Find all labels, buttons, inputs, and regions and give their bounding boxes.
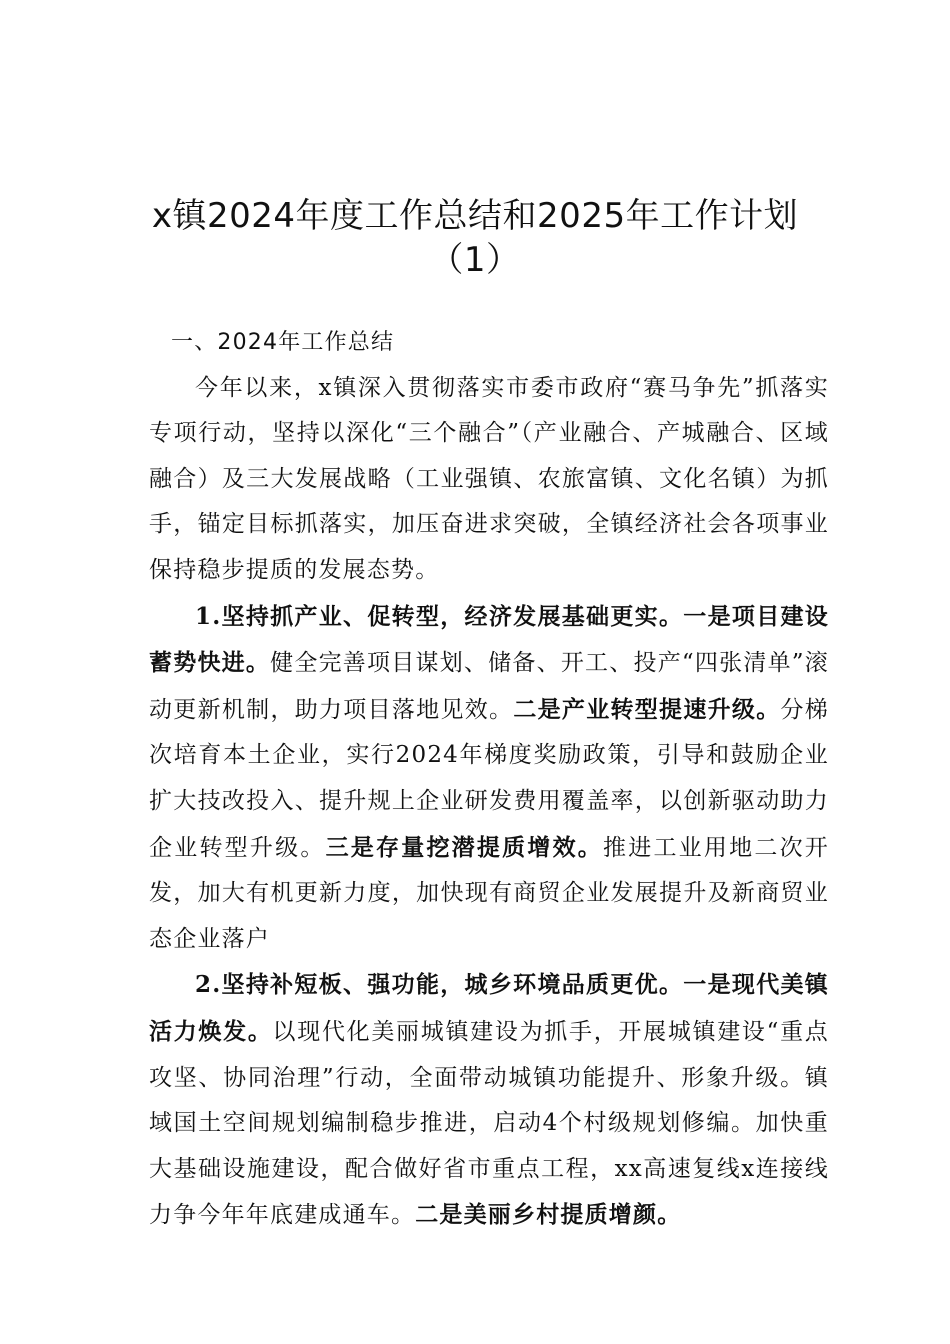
section-heading: 一、2024年工作总结: [171, 330, 395, 355]
document-title: x镇2024年度工作总结和2025年工作计划: [151, 196, 799, 236]
item2-point2-title: 二是美丽乡村提质增颜。: [415, 1201, 682, 1229]
document-body: [149, 320, 829, 1239]
item1-heading: 1.坚持抓产业、促转型，经济发展基础更实。: [195, 602, 684, 630]
item1-point1-title: 一是项目建设蓄势快进。: [149, 602, 829, 677]
item1-paragraph: [149, 594, 829, 963]
item1-point3-title: 三是存量挖潜提质增效。: [325, 833, 604, 861]
item1-point2-title: 二是产业转型提速升级。: [513, 695, 781, 723]
item2-paragraph: [149, 962, 829, 1239]
item2-point1-title: 一是现代美镇活力焕发。: [149, 971, 829, 1045]
item1-point3-text: 推进工业用地二次开发，加大有机更新力度，加快现有商贸企业发展提升及新商贸业态企业落户: [149, 834, 829, 952]
item2-point1-text: 以现代化美丽城镇建设为抓手，开展城镇建设“重点攻坚、协同治理”行动，全面带动城镇功能提升、形象升级。镇域国土空间规划编制稳步推进，启动4个村级规划修编。加快重大基础设施建设，配合做好省市重点工程，xx高速复线x连接线力争今年年底建成通车。: [149, 1018, 830, 1229]
item1-point1-text: 健全完善项目谋划、储备、开工、投产“四张清单”滚动更新机制，助力项目落地见效。: [149, 650, 829, 723]
intro-paragraph: 今年以来，x镇深入贯彻落实市委市政府“赛马争先”抓落实专项行动，坚持以深化“三个融合”（产业融合、产城融合、区域融合）及三大发展战略（工业强镇、农旅富镇、文化名镇）为抓手，锚定目标抓落实，加压奋进求突破，全镇经济社会各项事业保持稳步提质的发展态势。: [149, 374, 829, 583]
item2-heading: 2.坚持补短板、强功能，城乡环境品质更优。: [195, 971, 684, 999]
item1-point2-text: 分梯次培育本土企业，实行2024年梯度奖励政策，引导和鼓励企业扩大技改投入、提升规上企业研发费用覆盖率，以创新驱动助力企业转型升级。: [149, 696, 830, 861]
document-title-number: （1）: [429, 240, 521, 280]
